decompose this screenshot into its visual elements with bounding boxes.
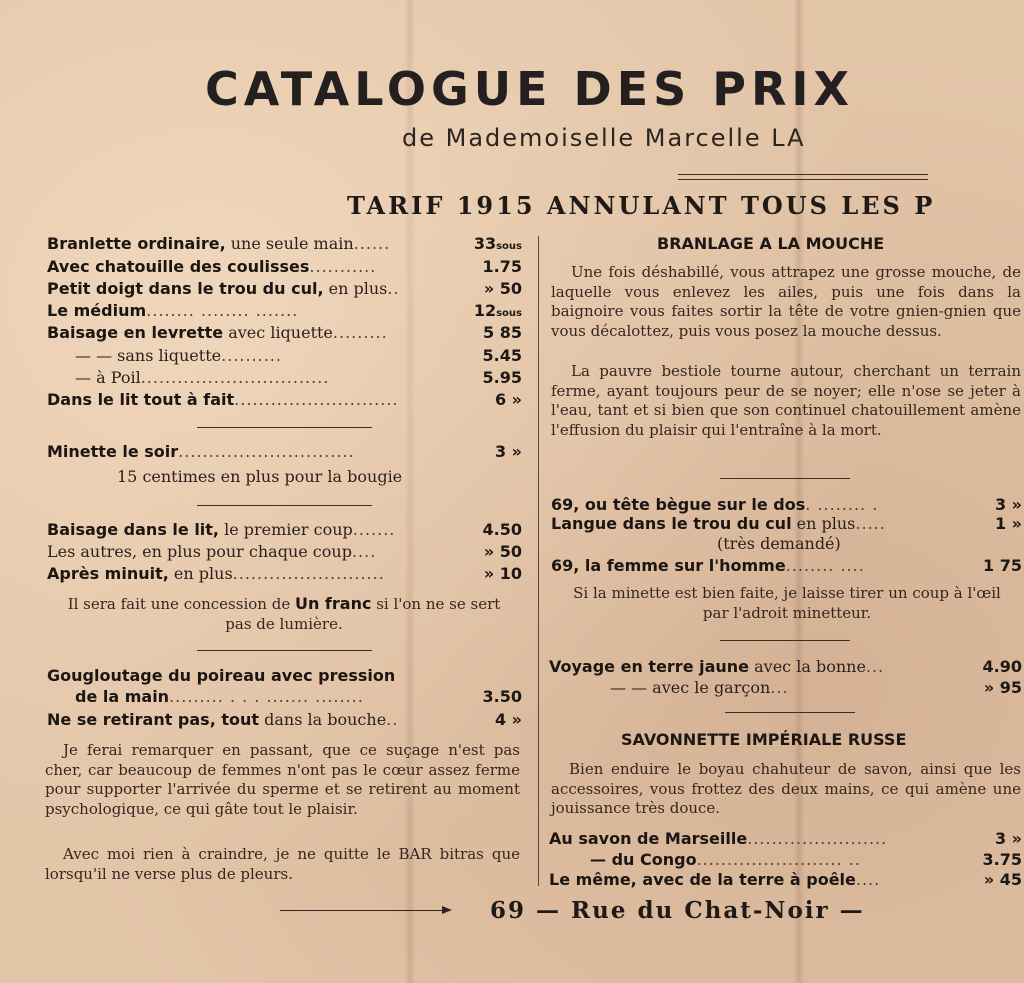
remark-paragraph: Je ferai remarquer en passant, que ce suçage n'est pas cher, car beaucoup de femmes n'ont pas le cœur assez ferme pour supporter l'arrivée du sperme et se retirent au moment psychologique, ce qui gâte tout le plaisir. bbox=[45, 741, 520, 818]
price-row-levrette: Baisage en levrette avec liquette......... bbox=[47, 323, 388, 342]
item-label: Branlette ordinaire, bbox=[47, 234, 226, 253]
price-row-baisage-lit: Baisage dans le lit, le premier coup....... bbox=[47, 520, 396, 539]
price-value: 5.45 bbox=[482, 346, 522, 365]
price-value: 1.75 bbox=[482, 257, 522, 276]
section-title-savonnette: SAVONNETTE IMPÉRIALE RUSSE bbox=[621, 730, 907, 749]
price-row-chatouille: Avec chatouille des coulisses........... bbox=[47, 257, 377, 276]
price-row-branlette: Branlette ordinaire, une seule main...... bbox=[47, 234, 391, 253]
divider bbox=[197, 505, 372, 506]
section-title-mouche: BRANLAGE A LA MOUCHE bbox=[657, 234, 885, 253]
savon-paragraph: Bien enduire le boyau chahuteur de savon, ainsi que les accessoires, vous frottez des deux mains, ce qui amène une jouissance très douce. bbox=[551, 760, 1021, 817]
divider bbox=[720, 478, 850, 479]
price-row-69-femme: 69, la femme sur l'homme........ .... bbox=[551, 556, 865, 575]
price-value: » 95 bbox=[983, 678, 1022, 697]
price-row-medium: Le médium........ ........ ....... bbox=[47, 301, 299, 320]
price-value: 4 » bbox=[494, 710, 522, 729]
price-value: 4.90 bbox=[982, 657, 1022, 676]
mouche-paragraph-2: La pauvre bestiole tourne autour, cherchant un terrain ferme, ayant toujours peur de se noyer; elle n'ose se jeter à l'eau, tant et si bien que son continuel chatouillement amène l'effusion du plaisir qui l'entraîne à la mort. bbox=[551, 362, 1021, 439]
divider bbox=[720, 640, 850, 641]
price-value: 3 » bbox=[994, 495, 1022, 514]
price-value: 3 » bbox=[994, 829, 1022, 848]
price-row-sans-liquette: — — sans liquette.......... bbox=[75, 346, 282, 365]
bougie-note: 15 centimes en plus pour la bougie bbox=[117, 467, 403, 486]
column-divider bbox=[538, 236, 539, 886]
price-value: 33sous bbox=[473, 234, 522, 253]
header-rule-top bbox=[678, 174, 928, 175]
tarif-heading: TARIF 1915 ANNULANT TOUS LES P bbox=[347, 191, 936, 220]
price-row-langue: Langue dans le trou du cul en plus..... bbox=[551, 514, 886, 533]
price-row-congo: — du Congo........................ .. bbox=[590, 850, 861, 869]
price-value: 12sous bbox=[473, 301, 522, 320]
price-row-terre-jaune: Voyage en terre jaune avec la bonne... bbox=[549, 657, 885, 676]
header-rule-bottom bbox=[678, 179, 928, 180]
catalogue-subtitle: de Mademoiselle Marcelle LA bbox=[402, 124, 806, 152]
mouche-paragraph: Une fois déshabillé, vous attrapez une grosse mouche, de laquelle vous enlevez les ailes, puis une fois dans la baignoire vous faites sortir la tête de votre gnien-gnien que vous décalottez, puis vous posez la mouche dessus. bbox=[551, 263, 1021, 340]
price-row-69-dos: 69, ou tête bègue sur le dos. ........ . bbox=[551, 495, 879, 514]
price-row-garcon: — — avec le garçon... bbox=[610, 678, 789, 697]
concession-note: Il sera fait une concession de Un franc si l'on ne se sert pas de lumière. bbox=[67, 594, 501, 633]
price-value: » 45 bbox=[983, 870, 1022, 889]
price-row-marseille: Au savon de Marseille....................... bbox=[549, 829, 888, 848]
price-value: 3 » bbox=[494, 442, 522, 461]
price-value: 6 » bbox=[494, 390, 522, 409]
price-row-dans-le-lit: Dans le lit tout à fait........................... bbox=[47, 390, 399, 409]
price-value: » 50 bbox=[483, 542, 522, 561]
price-row-apres-minuit: Après minuit, en plus......................... bbox=[47, 564, 385, 583]
price-value: 3.75 bbox=[982, 850, 1022, 869]
price-row-gougloutage: Gougloutage du poireau avec pression bbox=[47, 666, 396, 685]
price-row-les-autres: Les autres, en plus pour chaque coup.... bbox=[47, 542, 377, 561]
divider bbox=[725, 712, 855, 713]
divider bbox=[197, 650, 372, 651]
price-row-ne-se-retirant: Ne se retirant pas, tout dans la bouche.. bbox=[47, 710, 399, 729]
price-value: 5.95 bbox=[482, 368, 522, 387]
catalogue-title: CATALOGUE DES PRIX bbox=[205, 62, 854, 116]
price-row-terre-poele: Le même, avec de la terre à poêle.... bbox=[549, 870, 881, 889]
tres-demande-note: (très demandé) bbox=[717, 534, 841, 553]
divider bbox=[197, 427, 372, 428]
footer-address: 69 — Rue du Chat-Noir — bbox=[490, 897, 865, 924]
price-row-petit-doigt: Petit doigt dans le trou du cul, en plus.. bbox=[47, 279, 400, 298]
price-value: 4.50 bbox=[482, 520, 522, 539]
price-row-a-poil: — à Poil............................... bbox=[75, 368, 330, 387]
price-value: » 10 bbox=[483, 564, 522, 583]
price-value: 3.50 bbox=[482, 687, 522, 706]
arrow-ornament bbox=[280, 910, 450, 911]
price-value: 1 75 bbox=[983, 556, 1022, 575]
price-value: 5 85 bbox=[483, 323, 522, 342]
price-row-gougloutage-cont: de la main......... . . . ....... ........ bbox=[75, 687, 364, 706]
price-row-minette: Minette le soir............................. bbox=[47, 442, 355, 461]
minette-note: Si la minette est bien faite, je laisse tirer un coup à l'œil par l'adroit minetteur. bbox=[573, 584, 1001, 622]
price-value: 1 » bbox=[994, 514, 1022, 533]
price-value: » 50 bbox=[483, 279, 522, 298]
remark-paragraph-2: Avec moi rien à craindre, je ne quitte le BAR bitras que lorsqu'il ne verse plus de pleurs. bbox=[45, 845, 520, 883]
